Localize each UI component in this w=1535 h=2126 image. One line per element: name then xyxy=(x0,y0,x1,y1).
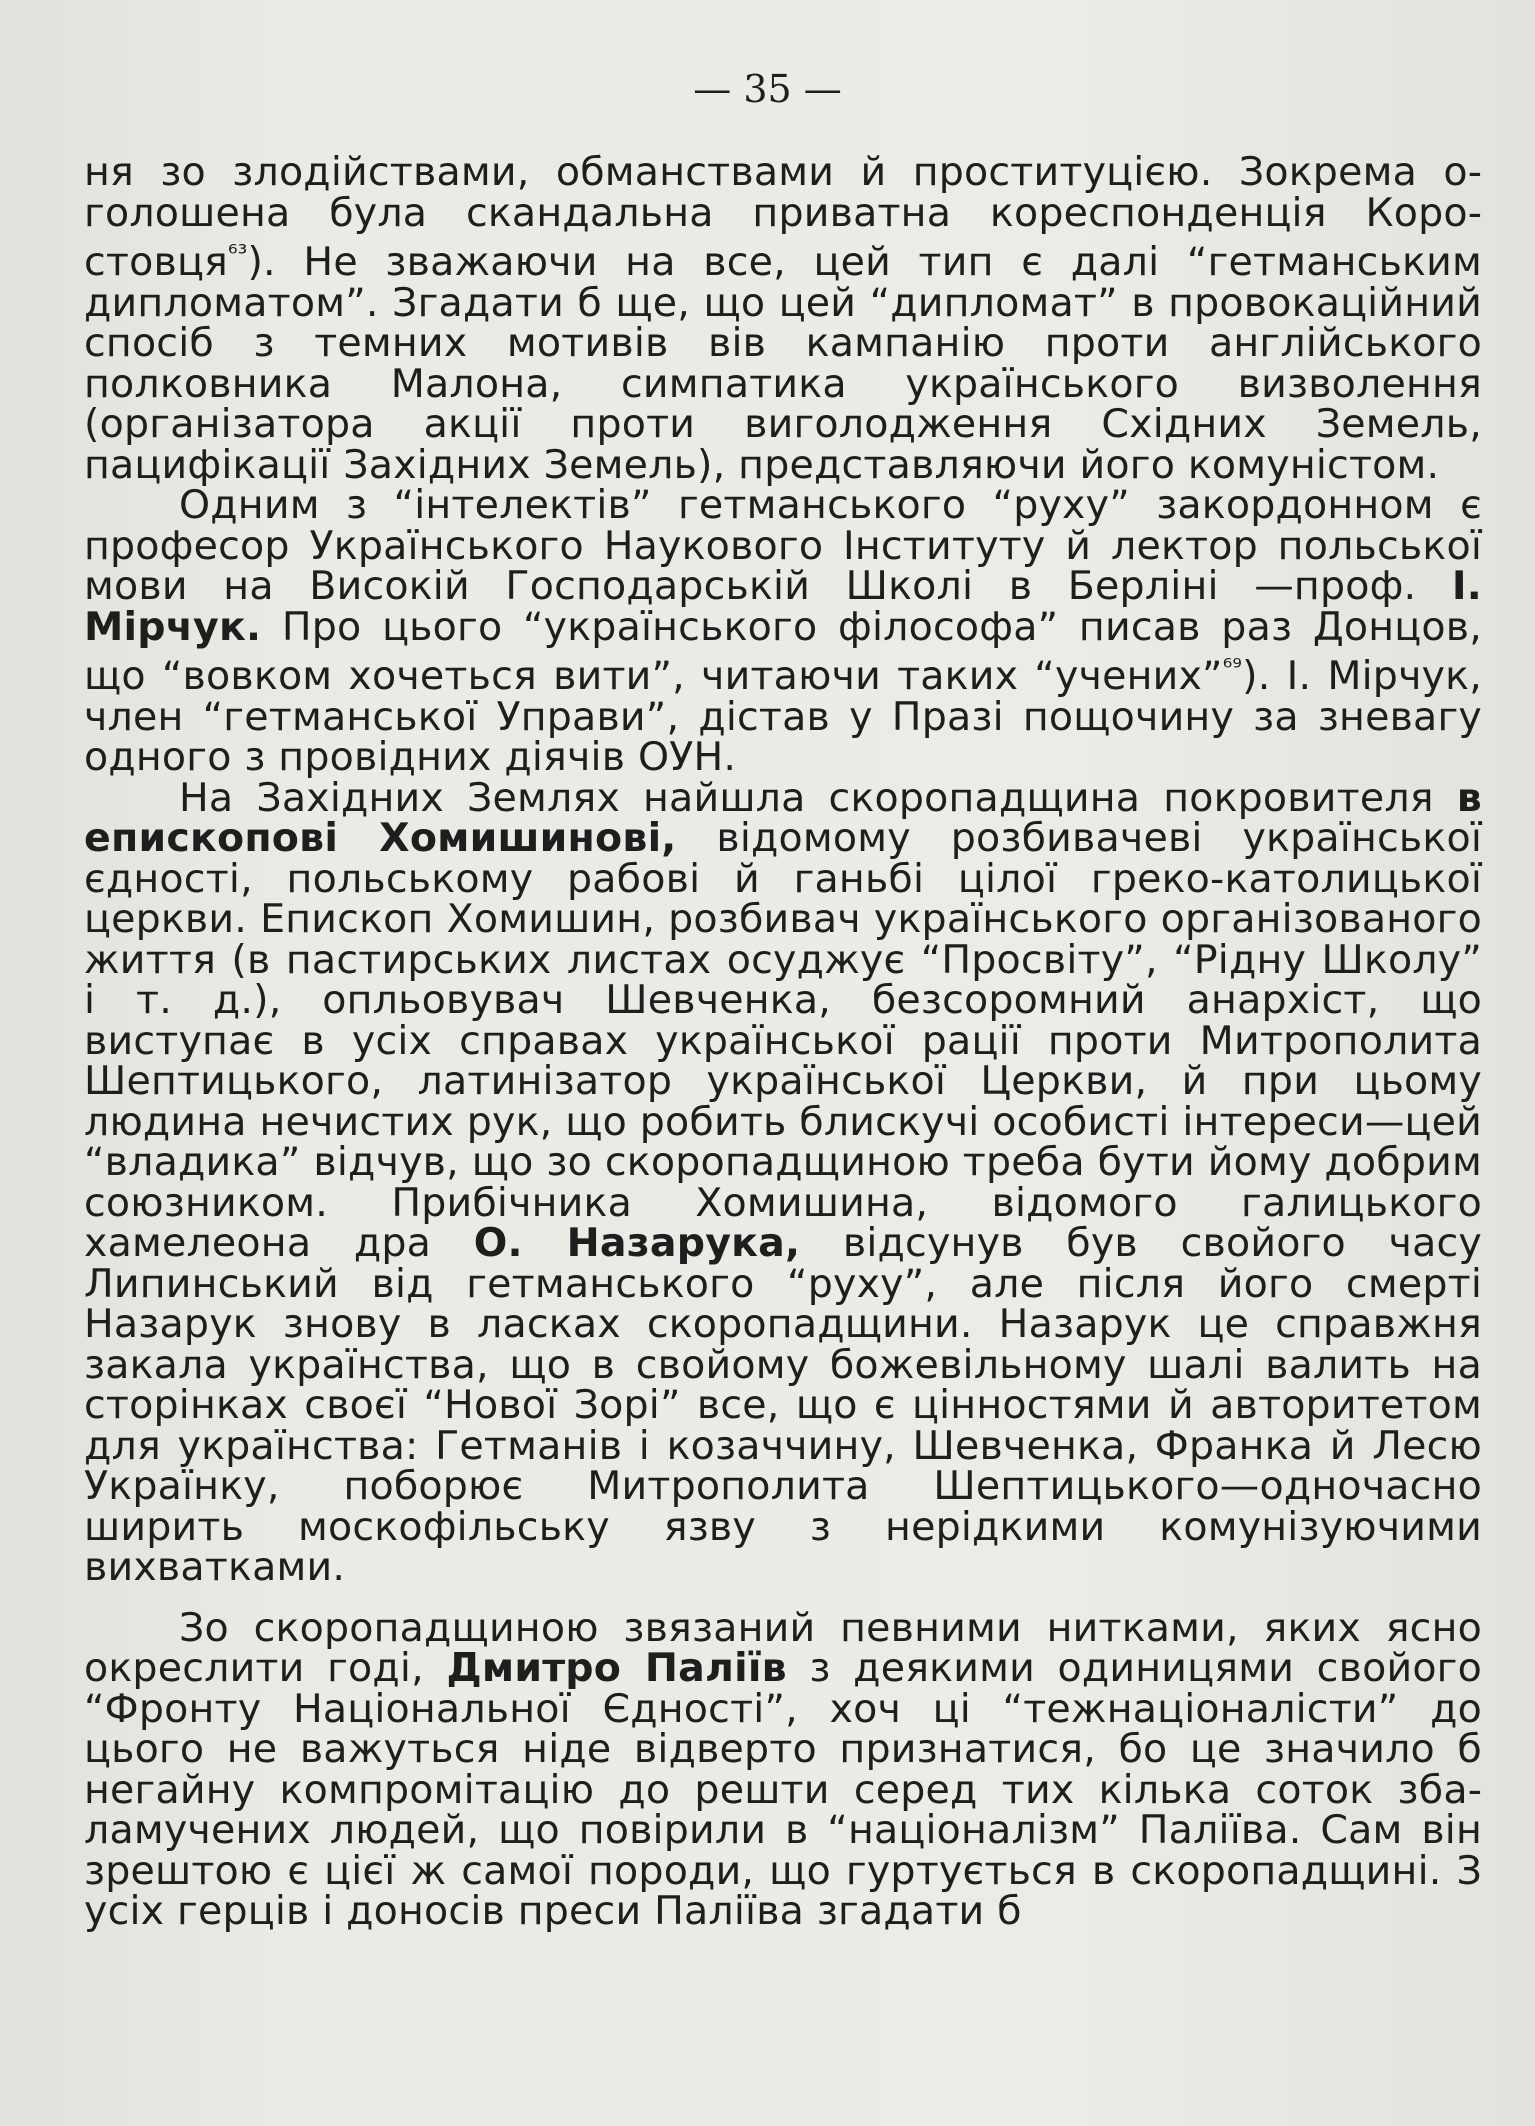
text-run: з деякими одиницями свойого “Фронту Національної Єдності”, хоч ці “тежнаціоналісти” до цього не важуться ніде відверто признатися, бо це значило б негайну компромітацію до решти серед тих кілька соток збаламучених людей, що повірили в “націоналізм” Паліїва. Сам він зрештою є цієї ж самої породи, що гуртується в скоропадщині. З усіх герців і доносів преси Паліїва згадати б xyxy=(84,1645,1483,1935)
body-text xyxy=(84,149,1483,1935)
text-run: Зо скоропадщиною звязаний певними нитками, яких ясно окреслити годі, xyxy=(84,1604,1482,1692)
paragraph-1 xyxy=(84,149,1482,488)
footnote-ref-69: ⁶⁹ xyxy=(1222,653,1243,682)
name-mirchuk: І. Мірчук. xyxy=(84,563,1482,650)
text-run: ня зо злодійствами, обманствами й проституцією. Зокрема оголошена була скандальна приватна кореспонденція Коростовця xyxy=(84,149,1482,286)
footnote-ref-63: ⁶³ xyxy=(228,239,248,267)
name-khomyshyn: в епископові Хомишинові, xyxy=(84,774,1482,862)
text-run: ). Не зважаючи на все, цей тип є далі “гетманським дипломатом”. Згадати б ще, що цей “дипломат” в провокаційний спосіб з темних мотивів вів кампанію проти англійського полковника Малона, симпатика українського визволення (організатора акції проти виголодження Східних Земель, пацифікації Західних Земель), представляючи його комуністом. xyxy=(84,239,1482,488)
text-run: На Західних Землях найшла скоропадщина покровителя xyxy=(179,774,1457,821)
paragraph-2 xyxy=(84,482,1482,781)
text-run: Одним з “інтелектів” гетманського “руху” закордонном є професор Українського Наукового Інституту й лектор польської мови на Високій Господарській Школі в Берліні —проф. xyxy=(84,482,1482,610)
text-run: ). І. Мірчук, член “гетманської Управи”, дістав у Празі пощочину за зневагу одного з провідних діячів ОУН. xyxy=(84,653,1482,781)
name-nazaruk: О. Назарука, xyxy=(473,1220,801,1267)
name-paliiv: Дмитро Паліїв xyxy=(446,1645,787,1692)
text-run: відомому розбивачеві української єдності, польському рабові й ганьбі цілої греко-католицької церкви. Епископ Хомишин, розбивач українського організованого життя (в пастирських листах осуджує “Просвіту”, “Рідну Школу” і т. д.), опльовувач Шевченка, безсоромний анархіст, що виступає в усіх справах української рації проти Митрополита Шептицького, латинізатор української Церкви, й при цьому людина нечистих рук, що робить блискучі особисті інтереси—цей “владика” відчув, що зо скоропадщиною треба бути йому добрим союзником. Прибічника Хомишина, відомого галицького хамелеона дра xyxy=(84,815,1482,1267)
text-run: Про цього “українського філософа” писав раз Донцов, що “вовком хочеться вити”, читаючи таких “учених” xyxy=(84,603,1482,700)
paragraph-4 xyxy=(84,1604,1483,1935)
page-number: — 35 — xyxy=(693,67,842,111)
paragraph-3 xyxy=(84,774,1482,1591)
text-run: відсунув був свойого часу Липинський від гетманського “руху”, але після його смерті Назарук знову в ласках скоропадщини. Назарук це справжня закала українства, що в свойому божевільному шалі валить на сторінках своєї “Нової Зорі” все, що є цінностями й авторитетом для українства: Гетманів і козаччину, Шевченка, Франка й Лесю Українку, поборює Митрополита Шептицького—одночасно ширить москофільську язву з нерідкими комунізуючими вихватками. xyxy=(84,1220,1482,1591)
